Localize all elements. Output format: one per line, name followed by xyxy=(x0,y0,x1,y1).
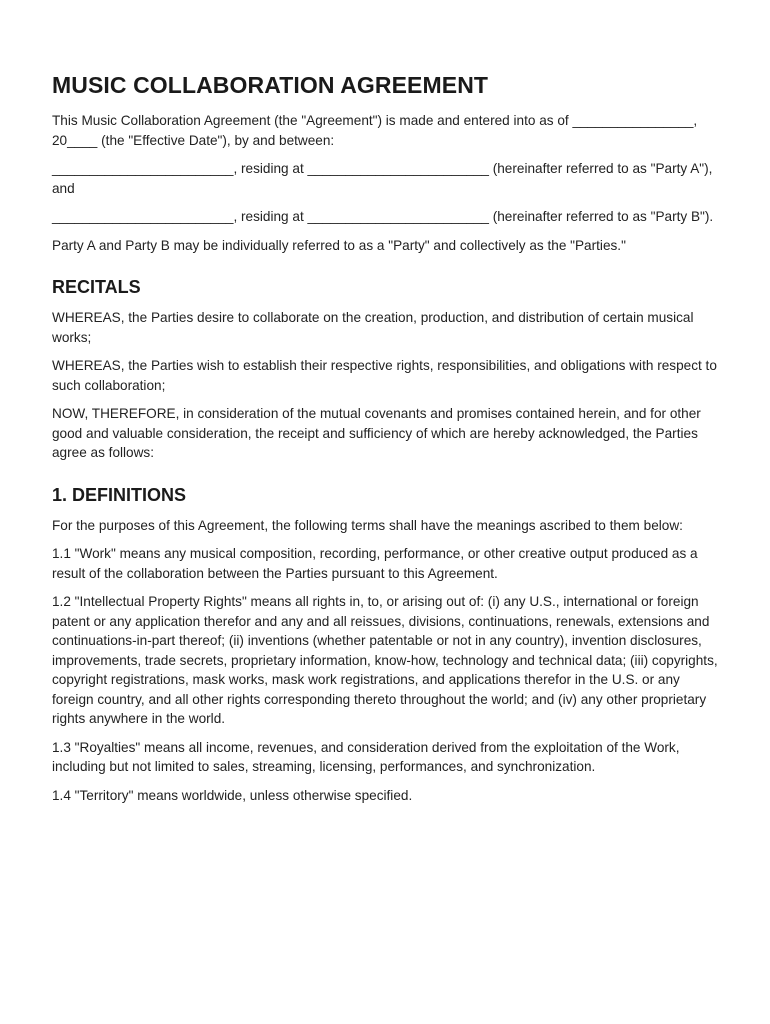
party-b-paragraph: ________________________, residing at ________________________ (hereinafter referred to as "Party B"). xyxy=(52,209,714,224)
intro-section xyxy=(52,111,718,255)
recital-paragraph: WHEREAS, the Parties desire to collaborate on the creation, production, and distribution of certain musical works; xyxy=(52,310,694,345)
recital-paragraph: NOW, THEREFORE, in consideration of the mutual covenants and promises contained herein, and for other good and valuable consideration, the receipt and sufficiency of which are hereby acknowledged, the Parties agree as follows: xyxy=(52,406,701,460)
definition-work: 1.1 "Work" means any musical composition, recording, performance, or other creative output produced as a result of the collaboration between the Parties pursuant to this Agreement. xyxy=(52,546,698,581)
parties-paragraph: Party A and Party B may be individually referred to as a "Party" and collectively as the "Parties." xyxy=(52,237,626,253)
definition-ip-rights: 1.2 "Intellectual Property Rights" means all rights in, to, or arising out of: (i) any U.S., international or foreign patent or any application therefor and any and all reissues, divisions, continuations, renewals, extensions and continuations-in-part thereof; (ii) inventions (whether patentable or not in any country), invention disclosures, improvements, trade secrets, proprietary information, know-how, technology and technical data; (iii) copyrights, copyright registrations, mask works, mask work registrations, and applications therefor in the U.S. or any foreign country, and all other rights corresponding thereto throughout the world; and (iv) any other proprietary rights anywhere in the world. xyxy=(52,594,718,726)
document-title: MUSIC COLLABORATION AGREEMENT xyxy=(52,72,489,98)
recitals-heading: RECITALS xyxy=(52,277,141,297)
definition-royalties: 1.3 "Royalties" means all income, revenues, and consideration derived from the exploitation of the Work, including but not limited to sales, streaming, licensing, performances, and synchronization. xyxy=(52,739,680,774)
recitals-section xyxy=(52,277,718,463)
party-a-paragraph: ________________________, residing at ________________________ (hereinafter referred to as "Party A"), and xyxy=(52,161,713,196)
definitions-section xyxy=(52,485,718,806)
definitions-intro: For the purposes of this Agreement, the following terms shall have the meanings ascribed to them below: xyxy=(52,517,683,533)
recital-paragraph: WHEREAS, the Parties wish to establish their respective rights, responsibilities, and obligations with respect to such collaboration; xyxy=(52,358,717,393)
intro-paragraph: This Music Collaboration Agreement (the "Agreement") is made and entered into as of ________________, 20____ (the "Effective Date"), by and between: xyxy=(52,113,698,148)
definition-territory: 1.4 "Territory" means worldwide, unless otherwise specified. xyxy=(52,787,413,803)
definitions-heading: 1. DEFINITIONS xyxy=(52,484,187,505)
